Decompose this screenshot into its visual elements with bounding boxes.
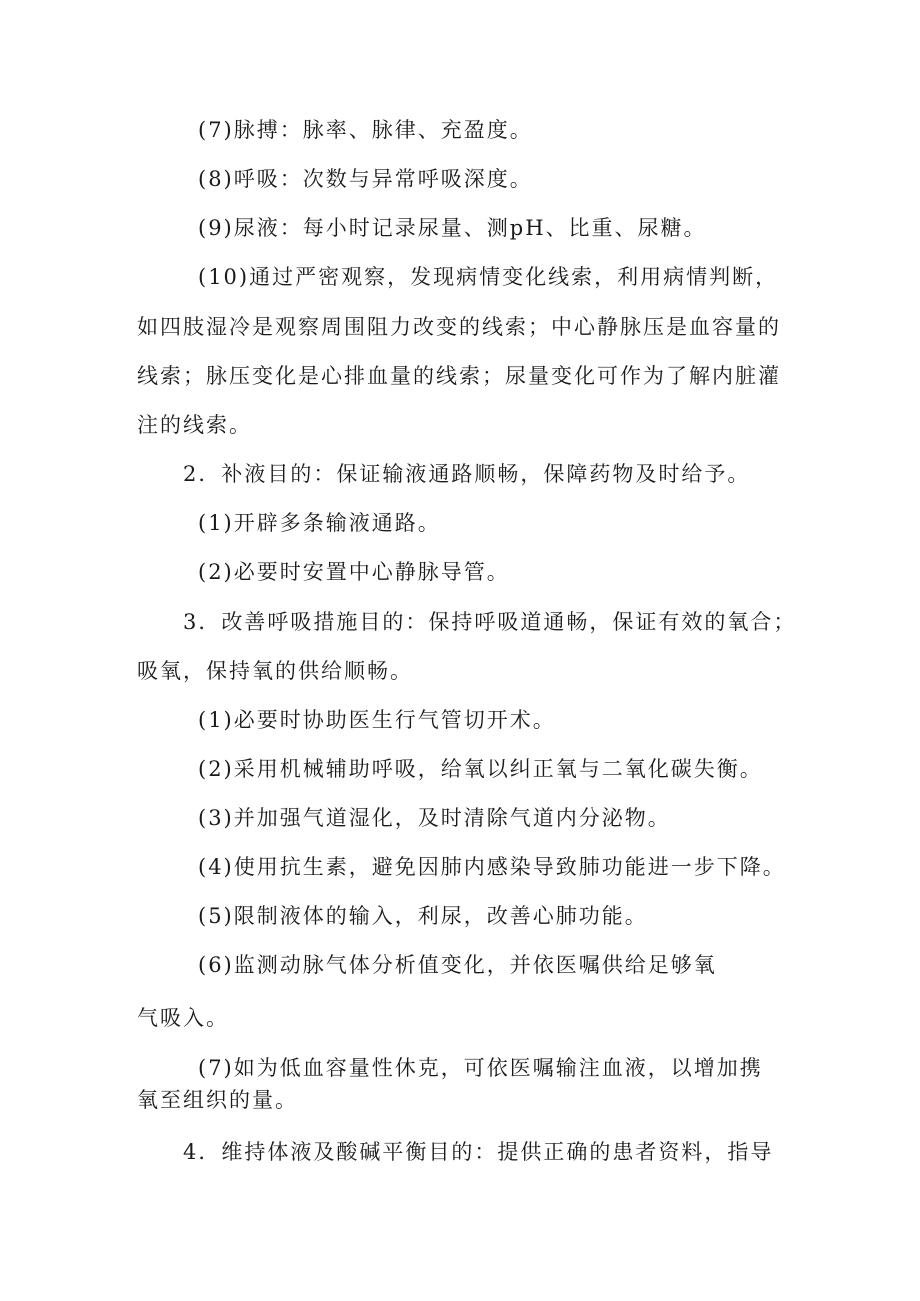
text-line: (8)呼吸：次数与异常呼吸深度。 [198, 167, 533, 191]
text-line: (7)脉搏：脉率、脉律、充盈度。 [198, 118, 533, 142]
text-line: (2)必要时安置中心静脉导管。 [198, 560, 510, 584]
text-line: (1)必要时协助医生行气管切开术。 [198, 708, 556, 732]
text-line: (6)监测动脉气体分析值变化，并依医嘱供给足够氧 [198, 953, 717, 977]
text-line: (9)尿液：每小时记录尿量、测pH、比重、尿糖。 [198, 216, 707, 240]
text-line: (2)采用机械辅助呼吸，给氧以纠正氧与二氧化碳失衡。 [198, 757, 763, 781]
text-line: (5)限制液体的输入，利尿，改善心肺功能。 [198, 904, 648, 928]
text-line: 4．维持体液及酸碱平衡目的：提供正确的患者资料，指导 [183, 1140, 774, 1164]
text-line: 2．补液目的：保证输液通路顺畅，保障药物及时给予。 [183, 462, 751, 486]
text-line: 吸氧，保持氧的供给顺畅。 [137, 659, 413, 683]
text-line: 如四肢湿冷是观察周围阻力改变的线索；中心静脉压是血容量的 [137, 315, 781, 339]
text-line: 3．改善呼吸措施目的：保持呼吸道通畅，保证有效的氧合； [183, 610, 797, 634]
text-line: (1)开辟多条输液通路。 [198, 511, 441, 535]
text-line: (3)并加强气道湿化，及时清除气道内分泌物。 [198, 806, 671, 830]
text-line: 氧至组织的量。 [137, 1088, 298, 1112]
text-line: 注的线索。 [137, 413, 252, 437]
text-line: 气吸入。 [137, 1006, 229, 1030]
text-line: 线索；脉压变化是心排血量的线索；尿量变化可作为了解内脏灌 [137, 364, 781, 388]
text-line: (4)使用抗生素，避免因肺内感染导致肺功能进一步下降。 [198, 855, 786, 879]
text-line: (10)通过严密观察，发现病情变化线索，利用病情判断， [198, 265, 779, 289]
text-line: (7)如为低血容量性休克，可依医嘱输注血液，以增加携 [198, 1056, 763, 1080]
